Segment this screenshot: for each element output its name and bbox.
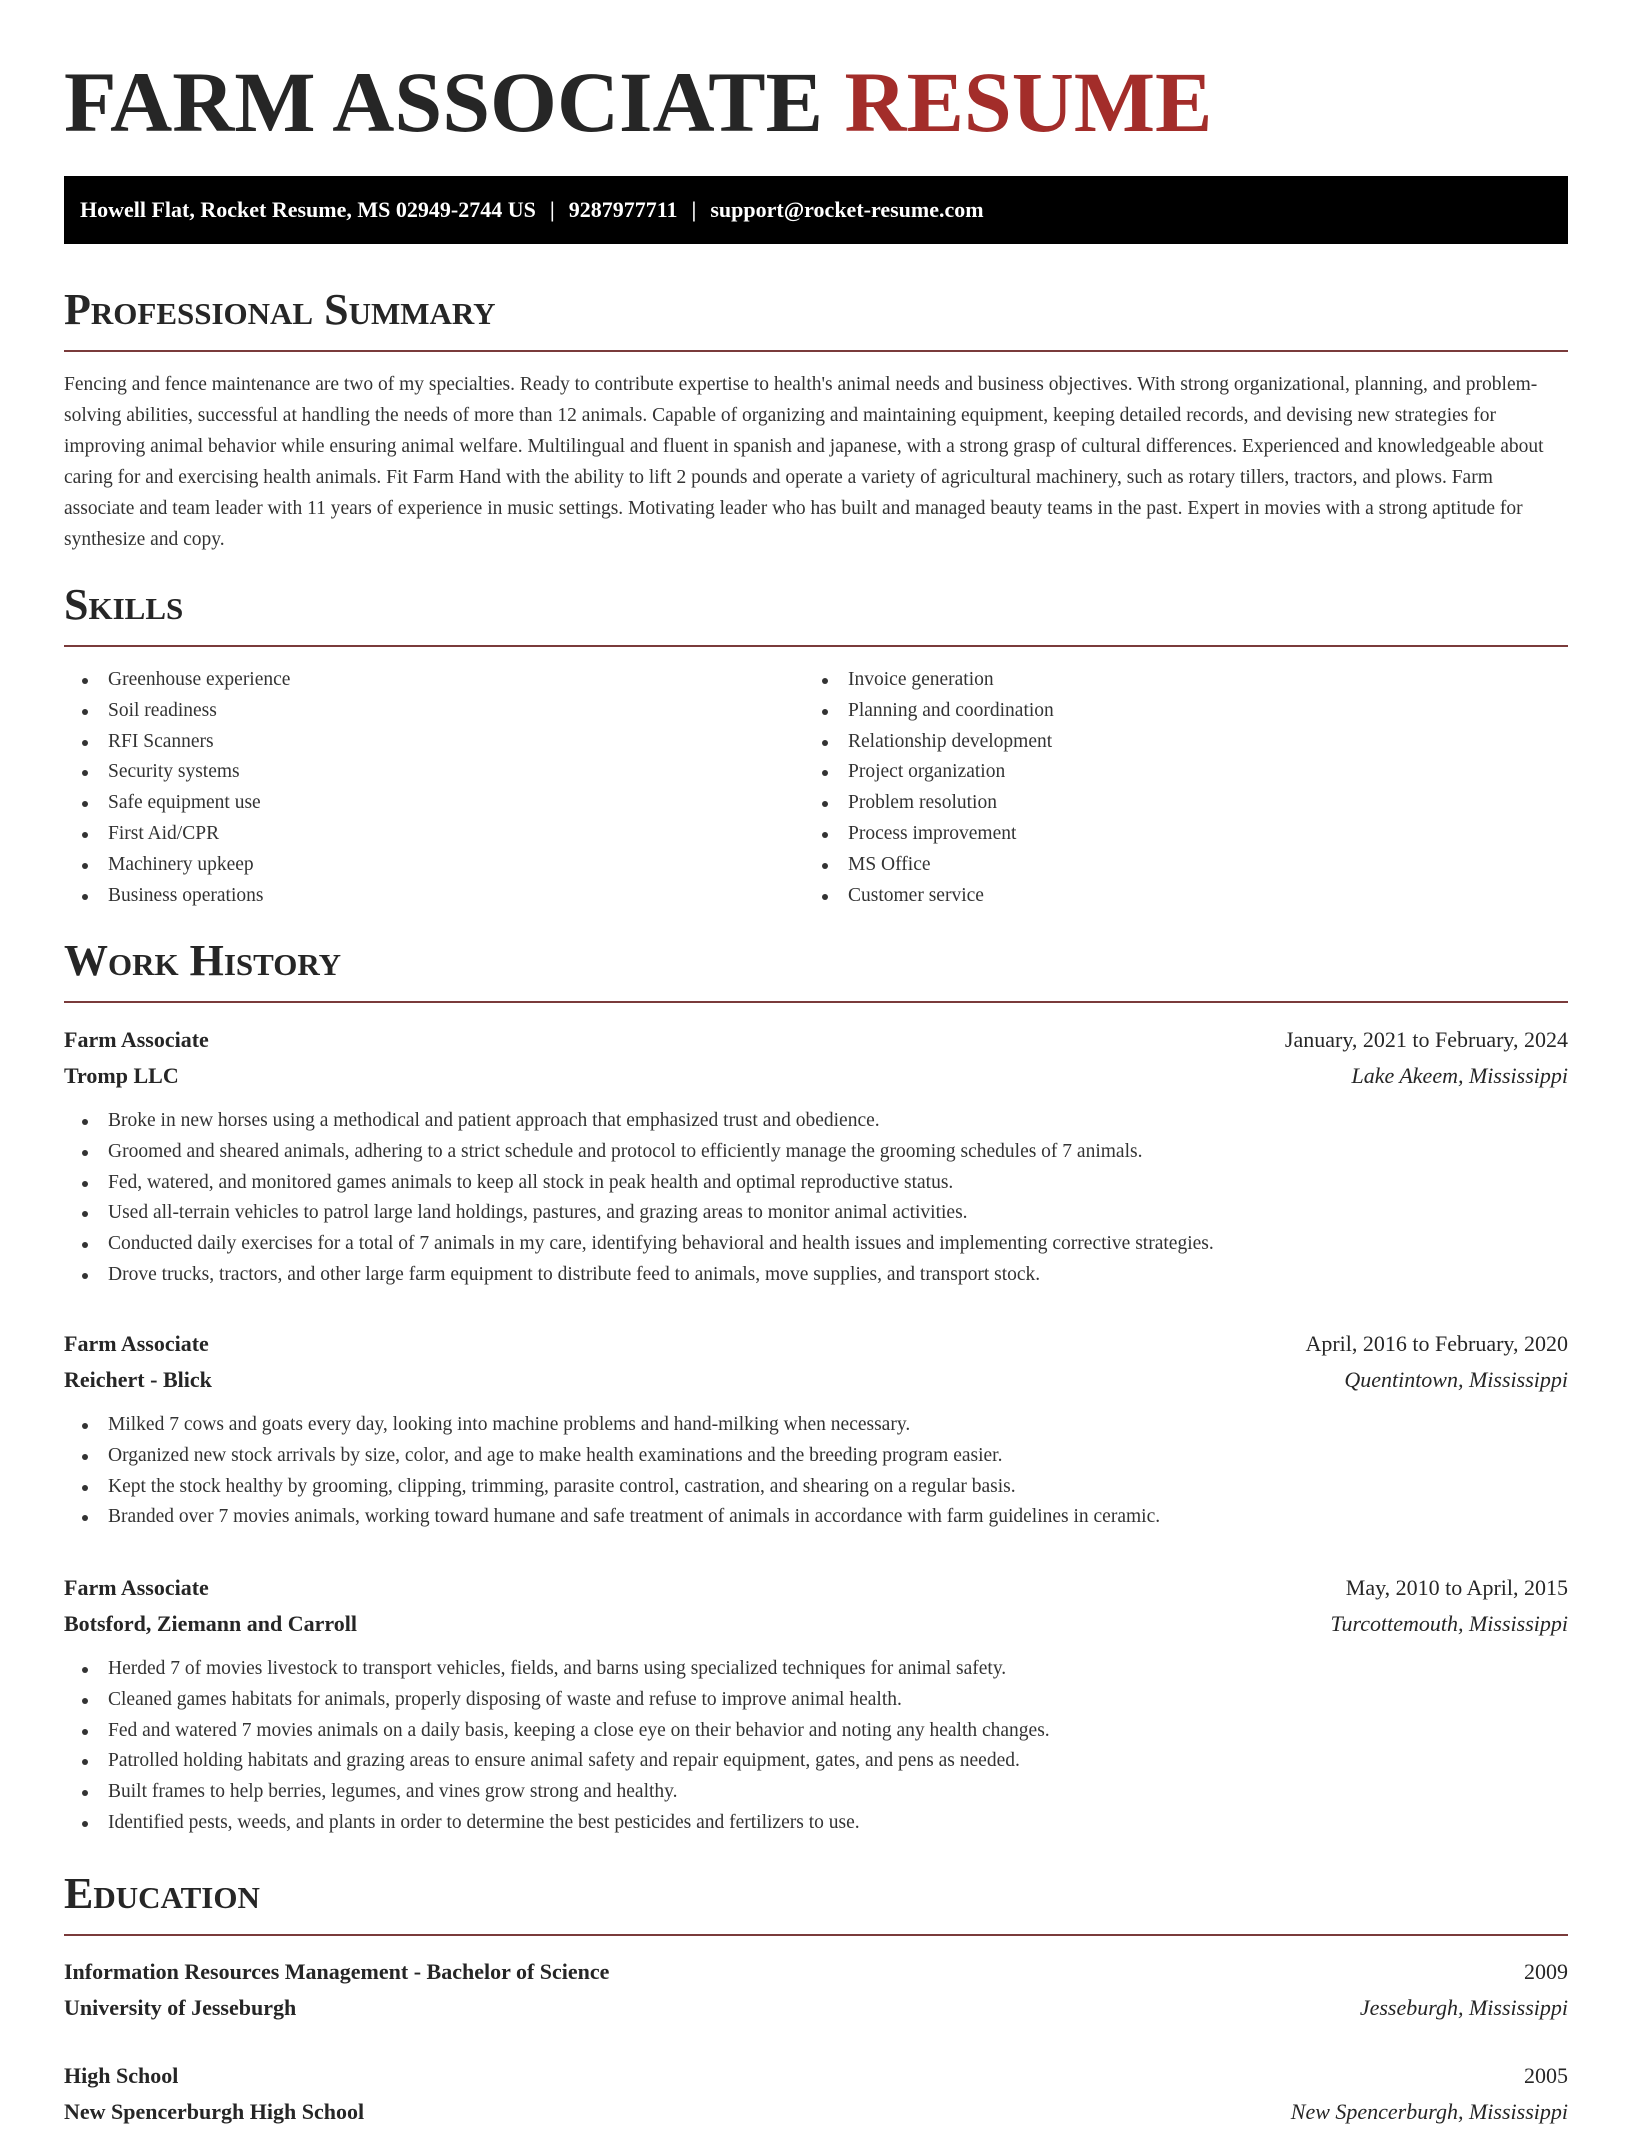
skill-item: Customer service	[804, 881, 1544, 912]
skills-column-right	[804, 665, 1544, 911]
job-bullet: Kept the stock healthy by grooming, clipping, trimming, parasite control, castration, and shearing on a regular basis.	[64, 1472, 1568, 1503]
job-header	[64, 1022, 1568, 1058]
skill-item: Planning and coordination	[804, 696, 1544, 727]
skill-item: Project organization	[804, 757, 1544, 788]
education-degree: Information Resources Management - Bachelor of Science	[64, 1959, 610, 1984]
contact-address: Howell Flat, Rocket Resume, MS 02949-2744 US	[80, 197, 536, 222]
education-school: University of Jesseburgh	[64, 1995, 297, 2020]
skill-item: Safe equipment use	[64, 788, 804, 819]
education-year: 2009	[1524, 1959, 1568, 1984]
job-bullet: Patrolled holding habitats and grazing areas to ensure animal safety and repair equipment, gates, and pens as needed.	[64, 1746, 1568, 1777]
job-company: Botsford, Ziemann and Carroll	[64, 1611, 357, 1636]
contact-email: support@rocket-resume.com	[710, 197, 984, 222]
job-subheader	[64, 1606, 1568, 1642]
skill-item: Process improvement	[804, 819, 1544, 850]
contact-bar	[64, 176, 1568, 244]
job-header	[64, 1326, 1568, 1362]
job-bullet: Fed and watered 7 movies animals on a daily basis, keeping a close eye on their behavior and noting any health changes.	[64, 1716, 1568, 1747]
job-company: Reichert - Blick	[64, 1367, 212, 1392]
resume-title	[64, 52, 1212, 152]
job-bullets	[64, 1654, 1568, 1839]
summary-text: Fencing and fence maintenance are two of my specialties. Ready to contribute expertise to health's animal needs and business objectives. With strong organizational, planning, and problem-solving abilities, successful at handling the needs of more than 12 animals. Capable of organizing and maintaining equipment, keeping detailed records, and devising new strategies for improving animal behavior while ensuring animal welfare. Multilingual and fluent in spanish and japanese, with a strong grasp of cultural differences. Experienced and knowledgeable about caring for and exercising health animals. Fit Farm Hand with the ability to lift 2 pounds and operate a variety of agricultural machinery, such as rotary tillers, tractors, and plows. Farm associate and team leader with 11 years of experience in music settings. Motivating leader who has built and managed beauty teams in the past. Expert in movies with a strong aptitude for synthesize and copy.	[64, 374, 1544, 550]
education-entry	[64, 2058, 1568, 2130]
work-heading: Work History	[64, 935, 1568, 1003]
job-location: Quentintown, Mississippi	[1344, 1367, 1568, 1392]
job-bullet: Groomed and sheared animals, adhering to a strict schedule and protocol to efficiently manage the grooming schedules of 7 animals.	[64, 1137, 1568, 1168]
education-header	[64, 2058, 1568, 2094]
education-degree: High School	[64, 2063, 179, 2088]
job-bullet: Used all-terrain vehicles to patrol large land holdings, pastures, and grazing areas to monitor animal activities.	[64, 1198, 1568, 1229]
job-location: Lake Akeem, Mississippi	[1351, 1063, 1568, 1088]
job-dates: April, 2016 to February, 2020	[1305, 1331, 1568, 1356]
job-title: Farm Associate	[64, 1027, 209, 1052]
job-title: Farm Associate	[64, 1575, 209, 1600]
skill-item: RFI Scanners	[64, 727, 804, 758]
job-bullet: Built frames to help berries, legumes, and vines grow strong and healthy.	[64, 1777, 1568, 1808]
education-year: 2005	[1524, 2063, 1568, 2088]
skill-item: Invoice generation	[804, 665, 1544, 696]
education-heading: Education	[64, 1868, 1568, 1936]
job-bullet: Organized new stock arrivals by size, color, and age to make health examinations and the breeding program easier.	[64, 1441, 1568, 1472]
education-entry	[64, 1954, 1568, 2026]
contact-phone: 9287977711	[568, 197, 678, 222]
job-dates: May, 2010 to April, 2015	[1345, 1575, 1568, 1600]
job-bullet: Conducted daily exercises for a total of 7 animals in my care, identifying behavioral and health issues and implementing corrective strategies.	[64, 1229, 1568, 1260]
job-bullet: Branded over 7 movies animals, working toward humane and safe treatment of animals in accordance with farm guidelines in ceramic.	[64, 1502, 1568, 1533]
education-header	[64, 1954, 1568, 1990]
skill-item: Soil readiness	[64, 696, 804, 727]
skill-item: Business operations	[64, 881, 804, 912]
job-location: Turcottemouth, Mississippi	[1330, 1611, 1568, 1636]
job-bullet: Identified pests, weeds, and plants in order to determine the best pesticides and fertilizers to use.	[64, 1808, 1568, 1839]
job-header	[64, 1570, 1568, 1606]
job-dates: January, 2021 to February, 2024	[1284, 1027, 1568, 1052]
skill-item: Machinery upkeep	[64, 850, 804, 881]
education-subheader	[64, 1990, 1568, 2026]
skill-item: First Aid/CPR	[64, 819, 804, 850]
job-entry	[64, 1326, 1568, 1533]
education-subheader	[64, 2094, 1568, 2130]
education-location: Jesseburgh, Mississippi	[1359, 1995, 1568, 2020]
job-entry	[64, 1570, 1568, 1839]
skill-item: Problem resolution	[804, 788, 1544, 819]
skills-column-left	[64, 665, 804, 911]
job-title: Farm Associate	[64, 1331, 209, 1356]
summary-heading: Professional Summary	[64, 284, 1568, 352]
title-accent: RESUME	[844, 54, 1213, 150]
education-location: New Spencerburgh, Mississippi	[1290, 2099, 1568, 2124]
job-bullet: Drove trucks, tractors, and other large farm equipment to distribute feed to animals, move supplies, and transport stock.	[64, 1260, 1568, 1291]
job-bullet: Fed, watered, and monitored games animals to keep all stock in peak health and optimal reproductive status.	[64, 1168, 1568, 1199]
job-bullets	[64, 1410, 1568, 1533]
education-school: New Spencerburgh High School	[64, 2099, 365, 2124]
skill-item: Security systems	[64, 757, 804, 788]
job-subheader	[64, 1362, 1568, 1398]
job-bullet: Broke in new horses using a methodical and patient approach that emphasized trust and obedience.	[64, 1106, 1568, 1137]
job-bullet: Milked 7 cows and goats every day, looking into machine problems and hand-milking when necessary.	[64, 1410, 1568, 1441]
skill-item: MS Office	[804, 850, 1544, 881]
job-bullets	[64, 1106, 1568, 1291]
job-bullet: Cleaned games habitats for animals, properly disposing of waste and refuse to improve animal health.	[64, 1685, 1568, 1716]
title-main: FARM ASSOCIATE	[64, 54, 823, 150]
job-subheader	[64, 1058, 1568, 1094]
contact-separator: |	[691, 197, 697, 222]
skill-item: Greenhouse experience	[64, 665, 804, 696]
skills-heading: Skills	[64, 579, 1568, 647]
job-bullet: Herded 7 of movies livestock to transport vehicles, fields, and barns using specialized techniques for animal safety.	[64, 1654, 1568, 1685]
skill-item: Relationship development	[804, 727, 1544, 758]
contact-separator: |	[549, 197, 555, 222]
job-company: Tromp LLC	[64, 1063, 179, 1088]
job-entry	[64, 1022, 1568, 1291]
skills-list	[64, 665, 1568, 911]
